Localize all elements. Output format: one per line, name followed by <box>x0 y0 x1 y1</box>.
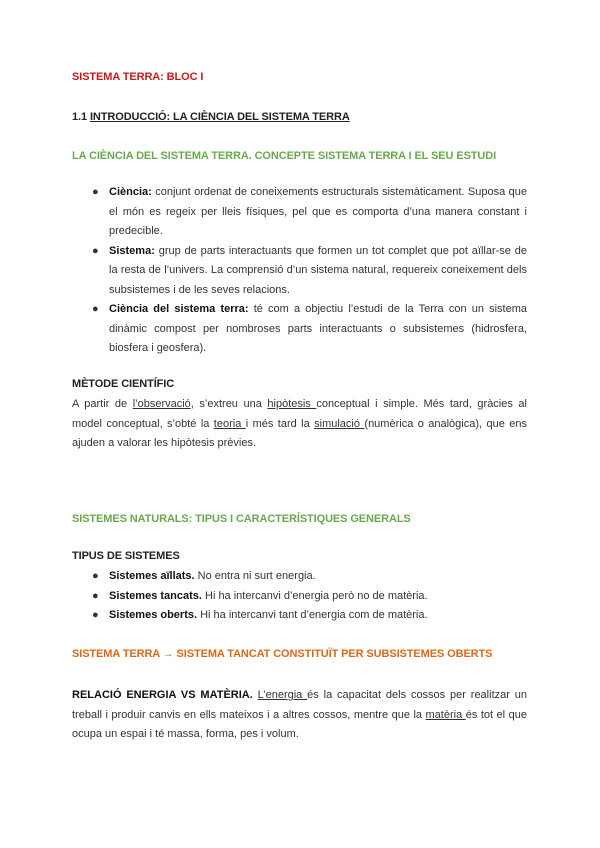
definition-term: Sistemes aïllats. <box>109 570 195 582</box>
relacio-lead: RELACIÓ ENERGIA VS MATÈRIA. <box>72 689 253 701</box>
bullet-icon: ● <box>92 303 99 315</box>
metode-heading: MÈTODE CIENTÍFIC <box>72 378 175 390</box>
underlined-term: teoria <box>213 417 246 430</box>
underlined-term: L’energia <box>257 689 308 701</box>
underlined-term: hipòtesis <box>267 398 317 410</box>
definition-text: té com a objectiu l’estudi de la Terra con un sistema dinàmic compost per nombroses parts interactuants o subsistemes (hidrosfera, biosfera i geosfera). <box>109 303 527 354</box>
bullet-icon: ● <box>92 244 99 257</box>
definition-text: conjunt ordenat de coneixements estructurals sistemàticament. Suposa que el món es regeix per lleis físiques, pel que es comporta d’una manera constant i predecible. <box>109 186 527 237</box>
bullet-icon: ● <box>92 609 99 621</box>
underlined-term: matèria <box>425 708 466 721</box>
definition-term: Ciència del sistema terra: <box>109 303 249 315</box>
text-run: és la capacitat dels cossos per realitzar un treball i produir canvis en ells mateixos i a altres cossos, mentre que la <box>72 689 527 721</box>
definition-term: Sistema: <box>109 244 155 257</box>
text-run: , s’extreu una <box>190 398 268 410</box>
text-run: (numèrica o analògica), que ens ajuden a valorar les hipòtesis prèvies. <box>72 417 527 449</box>
subheading-sistemes-naturals: SISTEMES NATURALS: TIPUS I CARACTERÍSTIQUES GENERALS <box>72 513 411 525</box>
tipus-list <box>72 567 527 626</box>
list-item <box>72 587 527 607</box>
metode-paragraph <box>72 395 527 454</box>
section-title: INTRODUCCIÓ: LA CIÈNCIA DEL SISTEMA TERRA <box>89 111 350 123</box>
list-item <box>72 183 527 242</box>
underlined-term: l’observació <box>132 398 191 410</box>
definition-term: Sistemes tancats. <box>109 589 202 602</box>
definition-term: Ciència: <box>109 186 152 198</box>
definition-term: Sistemes oberts. <box>109 609 198 621</box>
bullet-icon: ● <box>92 589 99 602</box>
text-run: i més tard la <box>245 417 315 430</box>
list-item <box>72 242 527 301</box>
underlined-term: simulació <box>314 417 365 430</box>
definition-text: Hi ha intercanvi tant d’energia com de matèria. <box>197 609 428 621</box>
subheading-ciencia: LA CIÈNCIA DEL SISTEMA TERRA. CONCEPTE SISTEMA TERRA I EL SEU ESTUDI <box>72 150 497 162</box>
relacio-paragraph <box>72 686 527 745</box>
list-item <box>72 606 527 626</box>
definition-text: Hi ha intercanvi d’energia però no de matèria. <box>201 589 428 602</box>
bullet-icon: ● <box>92 570 99 582</box>
subheading-sistema-terra: SISTEMA TERRA → SISTEMA TANCAT CONSTITUÏT PER SUBSISTEMES OBERTS <box>72 648 493 660</box>
definitions-list <box>72 183 527 359</box>
text-run: conceptual i simple. Més tard, gràcies al model conceptual, s’obté la <box>72 398 527 430</box>
definition-text: No entra ni surt energia. <box>194 570 316 582</box>
bullet-icon: ● <box>92 186 99 198</box>
section-number: 1.1 <box>72 111 87 123</box>
text-run: és tot el que ocupa un espai i té massa, forma, pes i volum. <box>72 708 527 740</box>
text-run: A partir de <box>72 398 133 410</box>
document-title: SISTEMA TERRA: BLOC I <box>72 71 204 83</box>
list-item <box>72 567 527 587</box>
section-heading <box>72 111 350 123</box>
list-item <box>72 300 527 359</box>
definition-text: grup de parts interactuants que formen un tot complet que pot aïllar-se de la resta de l’univers. La comprensió d’un sistema natural, requereix coneixement dels subsistemes i de les seves relacions. <box>109 244 527 296</box>
tipus-heading: TIPUS DE SISTEMES <box>72 550 180 562</box>
